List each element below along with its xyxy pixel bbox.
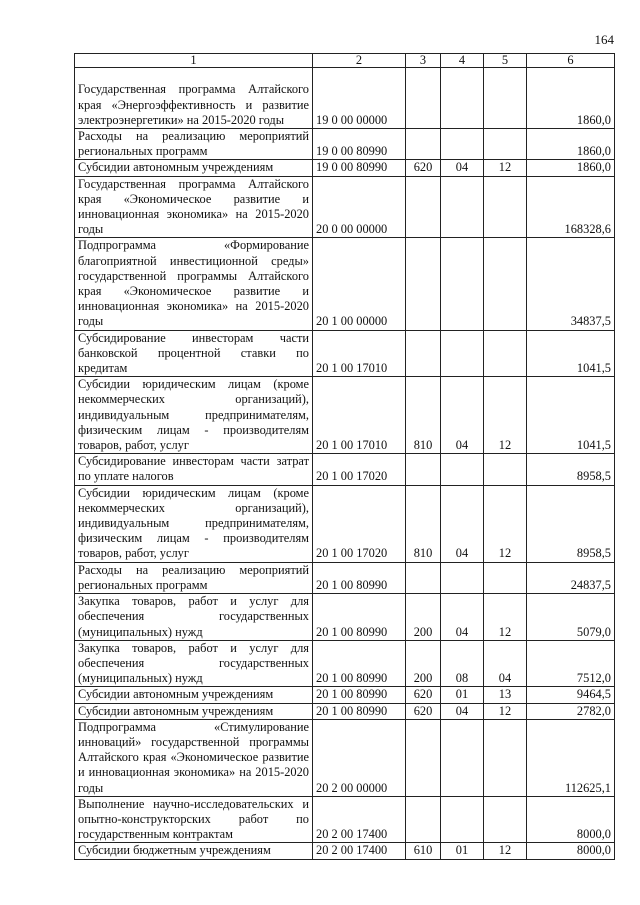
section-cell: 04: [441, 160, 484, 176]
table-row: [75, 640, 615, 687]
section-cell: [441, 454, 484, 485]
expense-type-cell: [406, 454, 441, 485]
expense-type-cell: [406, 562, 441, 593]
row-name-cell: Выполнение научно-исследовательских и опытно-конструкторских работ по государственным контрактам: [75, 796, 313, 843]
expense-type-cell: [406, 238, 441, 330]
table-row: [75, 843, 615, 859]
section-cell: [441, 562, 484, 593]
expense-type-cell: 620: [406, 160, 441, 176]
target-code-cell: 20 1 00 17010: [313, 330, 406, 377]
subsection-cell: [484, 68, 527, 129]
table-row: [75, 796, 615, 843]
row-name-cell: Субсидии юридическим лицам (кроме некоммерческих организаций), индивидуальным предпринимателям, физическим лицам - производителям товаров, работ, услуг: [75, 485, 313, 562]
table-row: [75, 238, 615, 330]
row-name-cell: Государственная программа Алтайского края «Экономическое развитие и инновационная экономика» на 2015-2020 годы: [75, 176, 313, 238]
target-code-cell: 20 1 00 80990: [313, 703, 406, 719]
table-row: [75, 160, 615, 176]
amount-cell: 5079,0: [527, 594, 615, 641]
amount-cell: 1041,5: [527, 377, 615, 454]
target-code-cell: 20 1 00 80990: [313, 687, 406, 703]
target-code-cell: 20 1 00 80990: [313, 640, 406, 687]
target-code-cell: 20 2 00 17400: [313, 843, 406, 859]
target-code-cell: 20 2 00 00000: [313, 719, 406, 796]
row-name-cell: Закупка товаров, работ и услуг для обеспечения государственных (муниципальных) нужд: [75, 594, 313, 641]
amount-cell: 2782,0: [527, 703, 615, 719]
subsection-cell: [484, 238, 527, 330]
amount-cell: 8000,0: [527, 843, 615, 859]
section-cell: 01: [441, 687, 484, 703]
subsection-cell: [484, 796, 527, 843]
expense-type-cell: [406, 129, 441, 160]
target-code-cell: 20 0 00 00000: [313, 176, 406, 238]
expense-type-cell: 620: [406, 687, 441, 703]
expense-type-cell: [406, 176, 441, 238]
budget-table: [74, 53, 615, 860]
table-row: [75, 719, 615, 796]
section-cell: [441, 176, 484, 238]
target-code-cell: 19 0 00 00000: [313, 68, 406, 129]
table-row: [75, 703, 615, 719]
row-name-cell: Подпрограмма «Формирование благоприятной инвестиционной среды» государственной программы Алтайского края «Экономическое развитие и инновационная экономика» на 2015-2020 годы: [75, 238, 313, 330]
section-cell: [441, 129, 484, 160]
expense-type-cell: [406, 796, 441, 843]
amount-cell: 9464,5: [527, 687, 615, 703]
subsection-cell: [484, 176, 527, 238]
section-cell: 04: [441, 485, 484, 562]
row-name-cell: Субсидирование инвесторам части банковской процентной ставки по кредитам: [75, 330, 313, 377]
row-name-cell: Субсидии автономным учреждениям: [75, 703, 313, 719]
table-row: [75, 454, 615, 485]
expense-type-cell: [406, 719, 441, 796]
subsection-cell: [484, 129, 527, 160]
target-code-cell: 20 1 00 17020: [313, 454, 406, 485]
row-name-cell: Субсидии юридическим лицам (кроме некоммерческих организаций), индивидуальным предпринимателям, физическим лицам - производителям товаров, работ, услуг: [75, 377, 313, 454]
amount-cell: 7512,0: [527, 640, 615, 687]
expense-type-cell: 810: [406, 485, 441, 562]
expense-type-cell: 610: [406, 843, 441, 859]
table-row: [75, 562, 615, 593]
subsection-cell: 12: [484, 485, 527, 562]
column-header: 5: [484, 54, 527, 68]
amount-cell: 112625,1: [527, 719, 615, 796]
section-cell: [441, 238, 484, 330]
column-header: 2: [313, 54, 406, 68]
section-cell: [441, 796, 484, 843]
target-code-cell: 20 1 00 80990: [313, 594, 406, 641]
expense-type-cell: 200: [406, 640, 441, 687]
table-row: [75, 594, 615, 641]
table-row: [75, 330, 615, 377]
amount-cell: 8958,5: [527, 454, 615, 485]
row-name-cell: Закупка товаров, работ и услуг для обеспечения государственных (муниципальных) нужд: [75, 640, 313, 687]
row-name-cell: Подпрограмма «Стимулирование инноваций» государственной программы Алтайского края «Экономическое развитие и инновационная экономика» на 2015-2020 годы: [75, 719, 313, 796]
row-name-cell: Расходы на реализацию мероприятий региональных программ: [75, 129, 313, 160]
subsection-cell: [484, 562, 527, 593]
target-code-cell: 20 1 00 00000: [313, 238, 406, 330]
table-row: [75, 377, 615, 454]
target-code-cell: 19 0 00 80990: [313, 129, 406, 160]
column-header: 3: [406, 54, 441, 68]
expense-type-cell: 620: [406, 703, 441, 719]
expense-type-cell: 200: [406, 594, 441, 641]
expense-type-cell: [406, 330, 441, 377]
table-row: [75, 687, 615, 703]
subsection-cell: 12: [484, 703, 527, 719]
table-header-row: [75, 54, 615, 68]
row-name-cell: Субсидии автономным учреждениям: [75, 160, 313, 176]
subsection-cell: [484, 719, 527, 796]
column-header: 6: [527, 54, 615, 68]
amount-cell: 1041,5: [527, 330, 615, 377]
amount-cell: 1860,0: [527, 129, 615, 160]
row-name-cell: Субсидии бюджетным учреждениям: [75, 843, 313, 859]
subsection-cell: 12: [484, 160, 527, 176]
target-code-cell: 19 0 00 80990: [313, 160, 406, 176]
section-cell: 04: [441, 377, 484, 454]
row-name-cell: Субсидии автономным учреждениям: [75, 687, 313, 703]
page-number: 164: [594, 32, 614, 47]
column-header: 1: [75, 54, 313, 68]
subsection-cell: [484, 330, 527, 377]
row-name-cell: Субсидирование инвесторам части затрат по уплате налогов: [75, 454, 313, 485]
section-cell: [441, 330, 484, 377]
subsection-cell: 12: [484, 843, 527, 859]
target-code-cell: 20 1 00 17010: [313, 377, 406, 454]
amount-cell: 1860,0: [527, 160, 615, 176]
amount-cell: 8000,0: [527, 796, 615, 843]
target-code-cell: 20 2 00 17400: [313, 796, 406, 843]
table-row: [75, 485, 615, 562]
expense-type-cell: [406, 68, 441, 129]
table-row: [75, 176, 615, 238]
column-header: 4: [441, 54, 484, 68]
table-row: [75, 129, 615, 160]
section-cell: [441, 68, 484, 129]
section-cell: [441, 719, 484, 796]
row-name-cell: Государственная программа Алтайского края «Энергоэффективность и развитие электроэнергетики» на 2015-2020 годы: [75, 68, 313, 129]
amount-cell: 168328,6: [527, 176, 615, 238]
amount-cell: 1860,0: [527, 68, 615, 129]
row-name-cell: Расходы на реализацию мероприятий региональных программ: [75, 562, 313, 593]
amount-cell: 24837,5: [527, 562, 615, 593]
section-cell: 08: [441, 640, 484, 687]
subsection-cell: [484, 454, 527, 485]
subsection-cell: 13: [484, 687, 527, 703]
amount-cell: 34837,5: [527, 238, 615, 330]
amount-cell: 8958,5: [527, 485, 615, 562]
table-row: [75, 68, 615, 129]
section-cell: 01: [441, 843, 484, 859]
expense-type-cell: 810: [406, 377, 441, 454]
subsection-cell: 04: [484, 640, 527, 687]
target-code-cell: 20 1 00 80990: [313, 562, 406, 593]
section-cell: 04: [441, 594, 484, 641]
target-code-cell: 20 1 00 17020: [313, 485, 406, 562]
section-cell: 04: [441, 703, 484, 719]
subsection-cell: 12: [484, 377, 527, 454]
subsection-cell: 12: [484, 594, 527, 641]
